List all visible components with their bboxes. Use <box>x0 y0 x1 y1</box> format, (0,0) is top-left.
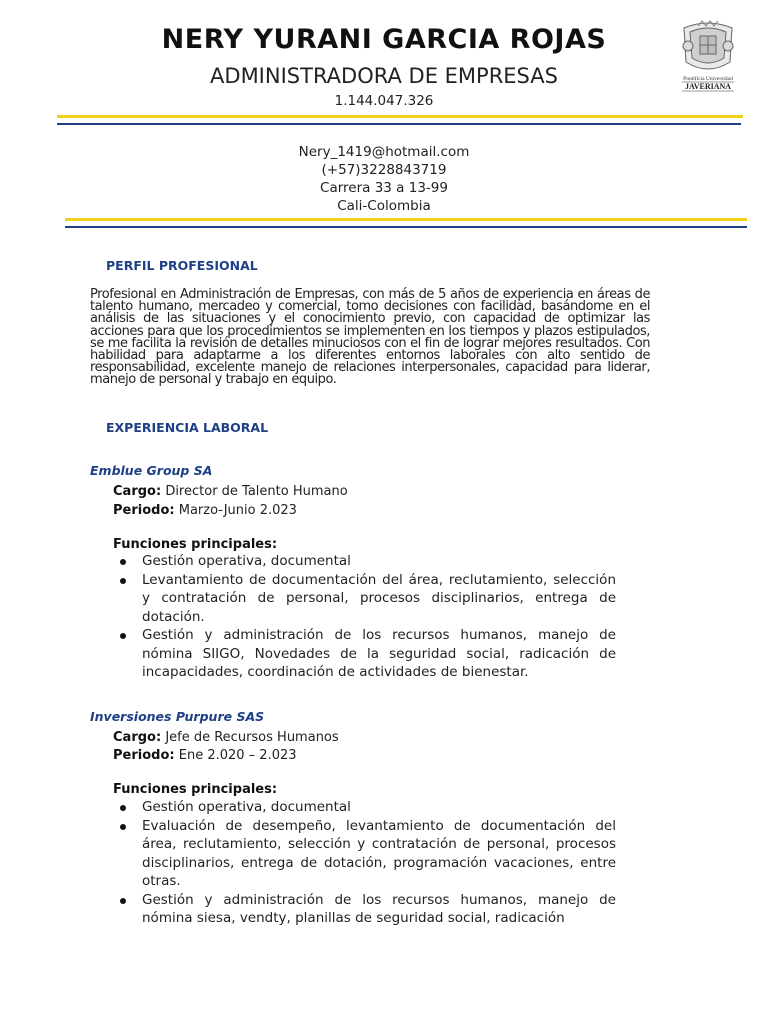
job-company: Inversiones Purpure SAS <box>90 709 265 724</box>
list-item: Gestión y administración de los recursos humanos, manejo de nómina SIIGO, Novedades de la seguridad social, radicación de incapacidades, coordinación de actividades de bienestar. <box>118 626 616 682</box>
candidate-name: NERY YURANI GARCIA ROJAS <box>161 24 607 55</box>
periodo-value: Ene 2.020 – 2.023 <box>178 748 297 763</box>
id-number: 1.144.047.326 <box>334 93 434 109</box>
logo-text-top: Pontificia Universidad <box>683 76 733 82</box>
professional-title: ADMINISTRADORA DE EMPRESAS <box>210 64 558 88</box>
bullet-icon <box>120 824 126 830</box>
funciones-list <box>118 552 616 682</box>
contact-email: Nery_1419@hotmail.com <box>298 144 470 160</box>
bullet-icon <box>120 578 126 584</box>
contact-city: Cali-Colombia <box>337 198 431 214</box>
funciones-heading: Funciones principales: <box>113 537 278 552</box>
contact-rule-blue <box>65 226 747 228</box>
list-item: Gestión y administración de los recursos humanos, manejo de nómina siesa, vendty, planillas de seguridad social, radicación <box>118 891 616 928</box>
job-company: Emblue Group SA <box>90 463 213 478</box>
logo-text-bottom: JAVERIANA <box>684 82 732 91</box>
profile-text: Profesional en Administración de Empresas, con más de 5 años de experiencia en áreas de talento humano, mercadeo y comercial, tomo decisiones con facilidad, basándome en el análisis de las situaciones y el conocimiento previo, con capacidad de optimizar las acciones para que los procedimientos se implementen en los tiempos y plazos estipulados, se me facilita la revisión de detalles minuciosos con el fin de lograr mejores resultados. Con habilidad para adaptarme a los diferentes entornos laborales con alto sentido de responsabilidad, excelente manejo de relaciones interpersonales, capacidad para liderar, manejo de personal y trabajo en equipo. <box>90 287 650 388</box>
periodo-label: Periodo: <box>113 503 175 518</box>
bullet-icon <box>120 898 126 904</box>
header-rule-yellow <box>57 115 743 118</box>
list-item: Levantamiento de documentación del área, reclutamiento, selección y contratación de personal, procesos disciplinarios, entrega de dotación. <box>118 571 616 627</box>
list-item: Evaluación de desempeño, levantamiento de documentación del área, reclutamiento, selección y contratación de personal, procesos disciplinarios, entrega de dotación, programación vacaciones, entre otras. <box>118 817 616 891</box>
bullet-icon <box>120 633 126 639</box>
experience-heading: EXPERIENCIA LABORAL <box>106 420 269 435</box>
bullet-icon <box>120 559 126 565</box>
periodo-label: Periodo: <box>113 748 175 763</box>
periodo-value: Marzo-Junio 2.023 <box>178 503 297 518</box>
contact-block <box>0 143 768 215</box>
contact-rule-yellow <box>65 218 747 221</box>
bullet-icon <box>120 805 126 811</box>
profile-heading: PERFIL PROFESIONAL <box>106 258 258 273</box>
cargo-label: Cargo: <box>113 730 162 745</box>
funciones-list <box>118 798 616 928</box>
contact-phone: (+57)3228843719 <box>321 162 447 178</box>
header-rule-blue <box>57 123 741 125</box>
cargo-value: Director de Talento Humano <box>165 484 348 499</box>
funciones-heading: Funciones principales: <box>113 782 278 797</box>
job-cargo <box>113 730 339 745</box>
job-cargo <box>113 484 348 499</box>
cargo-label: Cargo: <box>113 484 162 499</box>
list-item: Gestión operativa, documental <box>118 798 616 817</box>
university-logo <box>676 18 740 94</box>
list-item: Gestión operativa, documental <box>118 552 616 571</box>
job-periodo <box>113 748 297 763</box>
contact-address: Carrera 33 a 13-99 <box>320 180 448 196</box>
job-periodo <box>113 503 297 518</box>
university-crest-icon <box>676 18 740 94</box>
cargo-value: Jefe de Recursos Humanos <box>165 730 339 745</box>
